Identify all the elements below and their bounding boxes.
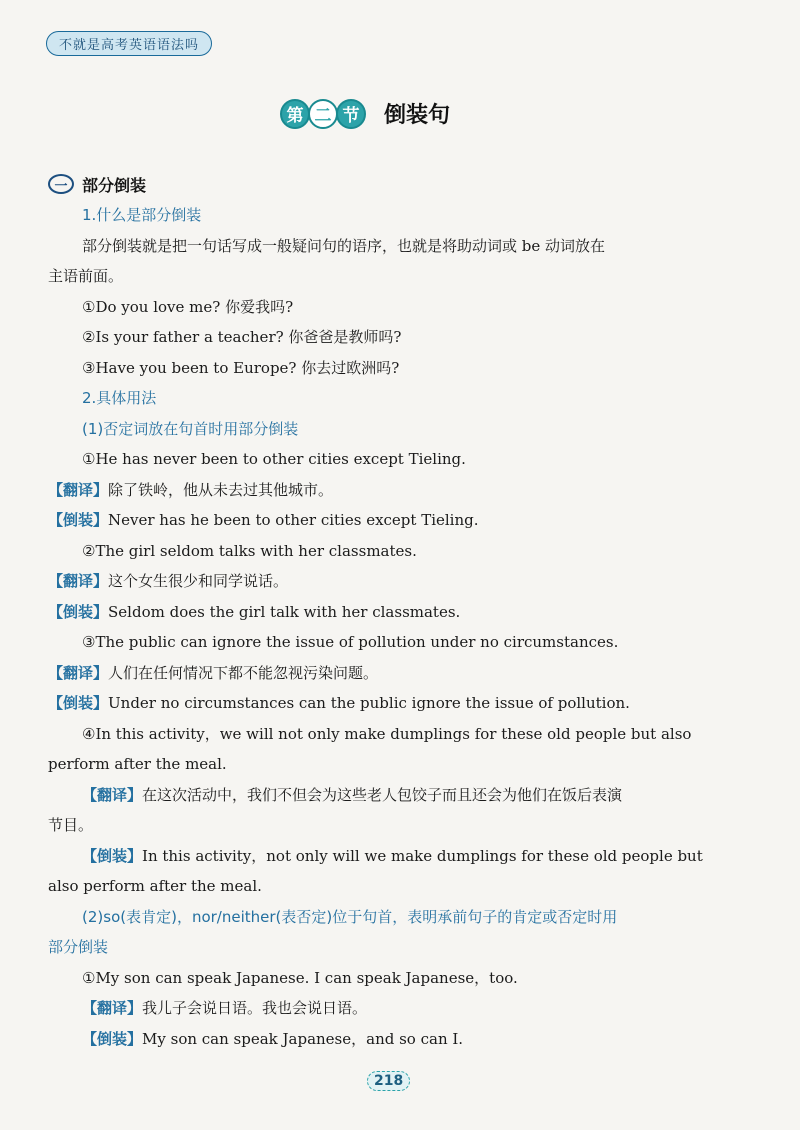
subsection-heading: 2.具体用法 [82, 389, 157, 407]
inversion-line [48, 841, 728, 872]
translation-line [48, 993, 728, 1024]
example-line: ①Do you love me? 你爱我吗? [82, 297, 294, 316]
example-line: ④In this activity，we will not only make dumplings for these old people but also [82, 724, 692, 743]
translation-text: 我儿子会说日语。我也会说日语。 [142, 999, 368, 1017]
inversion-text: Seldom does the girl talk with her classmates. [108, 602, 461, 621]
paragraph-line: 部分倒装就是把一句话写成一般疑问句的语序，也就是将助动词或 be 动词放在 [82, 236, 606, 255]
translation-line [48, 658, 728, 689]
translate-tag: 【翻译】 [82, 785, 143, 804]
page-content [48, 168, 728, 1054]
inversion-line [48, 1024, 728, 1055]
part-heading [48, 168, 728, 200]
section-badge-char: 第 [280, 99, 310, 129]
section-title: 倒装句 [384, 103, 451, 128]
translation-text: 除了铁岭，他从未去过其他城市。 [108, 480, 334, 499]
translate-tag: 【翻译】 [48, 480, 109, 499]
inversion-line: also perform after the meal. [48, 877, 262, 895]
paragraph-line: 主语前面。 [48, 267, 124, 285]
translation-line [48, 566, 728, 597]
section-badge-char: 二 [308, 99, 338, 129]
translate-tag: 【翻译】 [48, 663, 109, 682]
inversion-text: My son can speak Japanese，and so can I. [142, 1029, 464, 1048]
inversion-text: In this activity，not only will we make dumplings for these old people but [142, 846, 703, 865]
example-line: ②The girl seldom talks with her classmates. [82, 541, 417, 560]
translation-text: 这个女生很少和同学说话。 [108, 572, 289, 590]
inversion-text: Never has he been to other cities except Tieling. [108, 511, 479, 529]
example-line: ②Is your father a teacher? 你爸爸是教师吗? [82, 328, 402, 346]
section-badge-char: 节 [336, 99, 366, 129]
part-number: 一 [48, 174, 74, 194]
invert-tag: 【倒装】 [82, 1029, 143, 1048]
translation-line [48, 475, 728, 506]
translate-tag: 【翻译】 [48, 572, 109, 590]
invert-tag: 【倒装】 [82, 846, 143, 865]
inversion-line [48, 505, 728, 536]
page-number: 218 [367, 1071, 410, 1091]
invert-tag: 【倒装】 [48, 511, 109, 529]
example-line: ③The public can ignore the issue of pollution under no circumstances. [82, 633, 619, 651]
inversion-text: Under no circumstances can the public ignore the issue of pollution. [108, 694, 630, 712]
translation-text: 人们在任何情况下都不能忽视污染问题。 [108, 663, 379, 682]
translate-tag: 【翻译】 [82, 999, 143, 1017]
inversion-line [48, 688, 728, 719]
example-line: ①He has never been to other cities except Tieling. [82, 450, 466, 468]
rule-heading: (1)否定词放在句首时用部分倒装 [82, 419, 299, 438]
example-line: perform after the meal. [48, 755, 227, 773]
example-line: ③Have you been to Europe? 你去过欧洲吗? [82, 358, 400, 377]
invert-tag: 【倒装】 [48, 694, 109, 712]
translation-text: 在这次活动中，我们不但会为这些老人包饺子而且还会为他们在饭后表演 [142, 785, 623, 804]
invert-tag: 【倒装】 [48, 602, 109, 621]
rule-heading: (2)so(表肯定)，nor/neither(表否定)位于句首，表明承前句子的肯定或否定时用 [82, 907, 618, 926]
translation-line [48, 780, 728, 811]
inversion-line [48, 597, 728, 628]
subsection-heading: 1.什么是部分倒装 [82, 206, 202, 224]
section-number-badge [280, 99, 364, 129]
example-line: ①My son can speak Japanese. I can speak Japanese，too. [82, 968, 518, 987]
section-header [280, 98, 450, 129]
rule-heading: 部分倒装 [48, 938, 109, 956]
translation-line: 节目。 [48, 816, 94, 834]
book-title-badge: 不就是高考英语语法吗 [46, 31, 212, 56]
part-title: 部分倒装 [82, 175, 147, 195]
